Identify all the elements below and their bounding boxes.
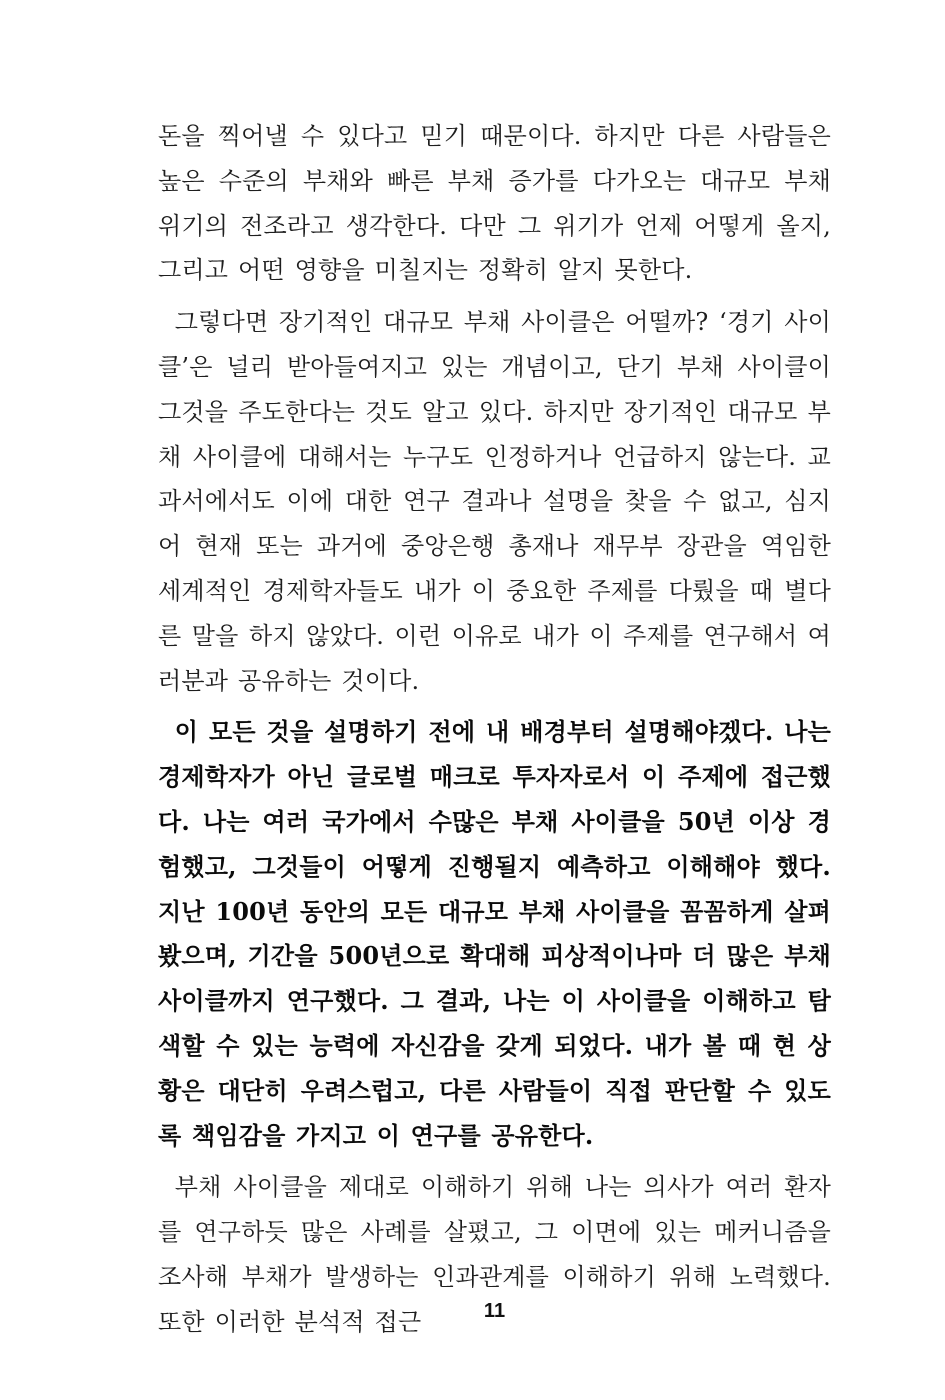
paragraph-3-bold: 이 모든 것을 설명하기 전에 내 배경부터 설명해야겠다. 나는 경제학자가 아닌 글로벌 매크로 투자자로서 이 주제에 접근했다. 나는 여러 국가에서 수많은 부채 사이클을 50년 이상 경험했고, 그것들이 어떻게 진행될지 예측하고 이해해야 했다. 지난 100년 동안의 모든 대규모 부채 사이클을 꼼꼼하게 살펴봤으며, 기간을 500년으로 확대해 피상적이나마 더 많은 부채 사이클까지 연구했다. 그 결과, 나는 이 사이클을 이해하고 탐색할 수 있는 능력에 자신감을 갖게 되었다. 내가 볼 때 현 상황은 대단히 우려스럽고, 다른 사람들이 직접 판단할 수 있도록 책임감을 가지고 이 연구를 공유한다. (158, 717, 831, 1150)
page-number: 11 (483, 1300, 506, 1322)
paragraph-1: 돈을 찍어낼 수 있다고 믿기 때문이다. 하지만 다른 사람들은 높은 수준의 부채와 빠른 부채 증가를 다가오는 대규모 부채 위기의 전조라고 생각한다. 다만 그 위기가 언제 어떻게 올지, 그리고 어떤 영향을 미칠지는 정확히 알지 못한다. (158, 122, 831, 285)
page-text-block (158, 114, 831, 1345)
paragraph-4: 부채 사이클을 제대로 이해하기 위해 나는 의사가 여러 환자를 연구하듯 많은 사례를 살폈고, 그 이면에 있는 메커니즘을 조사해 부채가 발생하는 인과관계를 이해하기 위해 노력했다. 또한 이러한 분석적 접근 (158, 1173, 831, 1336)
paragraph-2: 그렇다면 장기적인 대규모 부채 사이클은 어떨까? ‘경기 사이클’은 널리 받아들여지고 있는 개념이고, 단기 부채 사이클이 그것을 주도한다는 것도 알고 있다. 하지만 장기적인 대규모 부채 사이클에 대해서는 누구도 인정하거나 언급하지 않는다. 교과서에서도 이에 대한 연구 결과나 설명을 찾을 수 없고, 심지어 현재 또는 과거에 중앙은행 총재나 재무부 장관을 역임한 세계적인 경제학자들도 내가 이 중요한 주제를 다뤘을 때 별다른 말을 하지 않았다. 이런 이유로 내가 이 주제를 연구해서 여러분과 공유하는 것이다. (158, 308, 831, 695)
